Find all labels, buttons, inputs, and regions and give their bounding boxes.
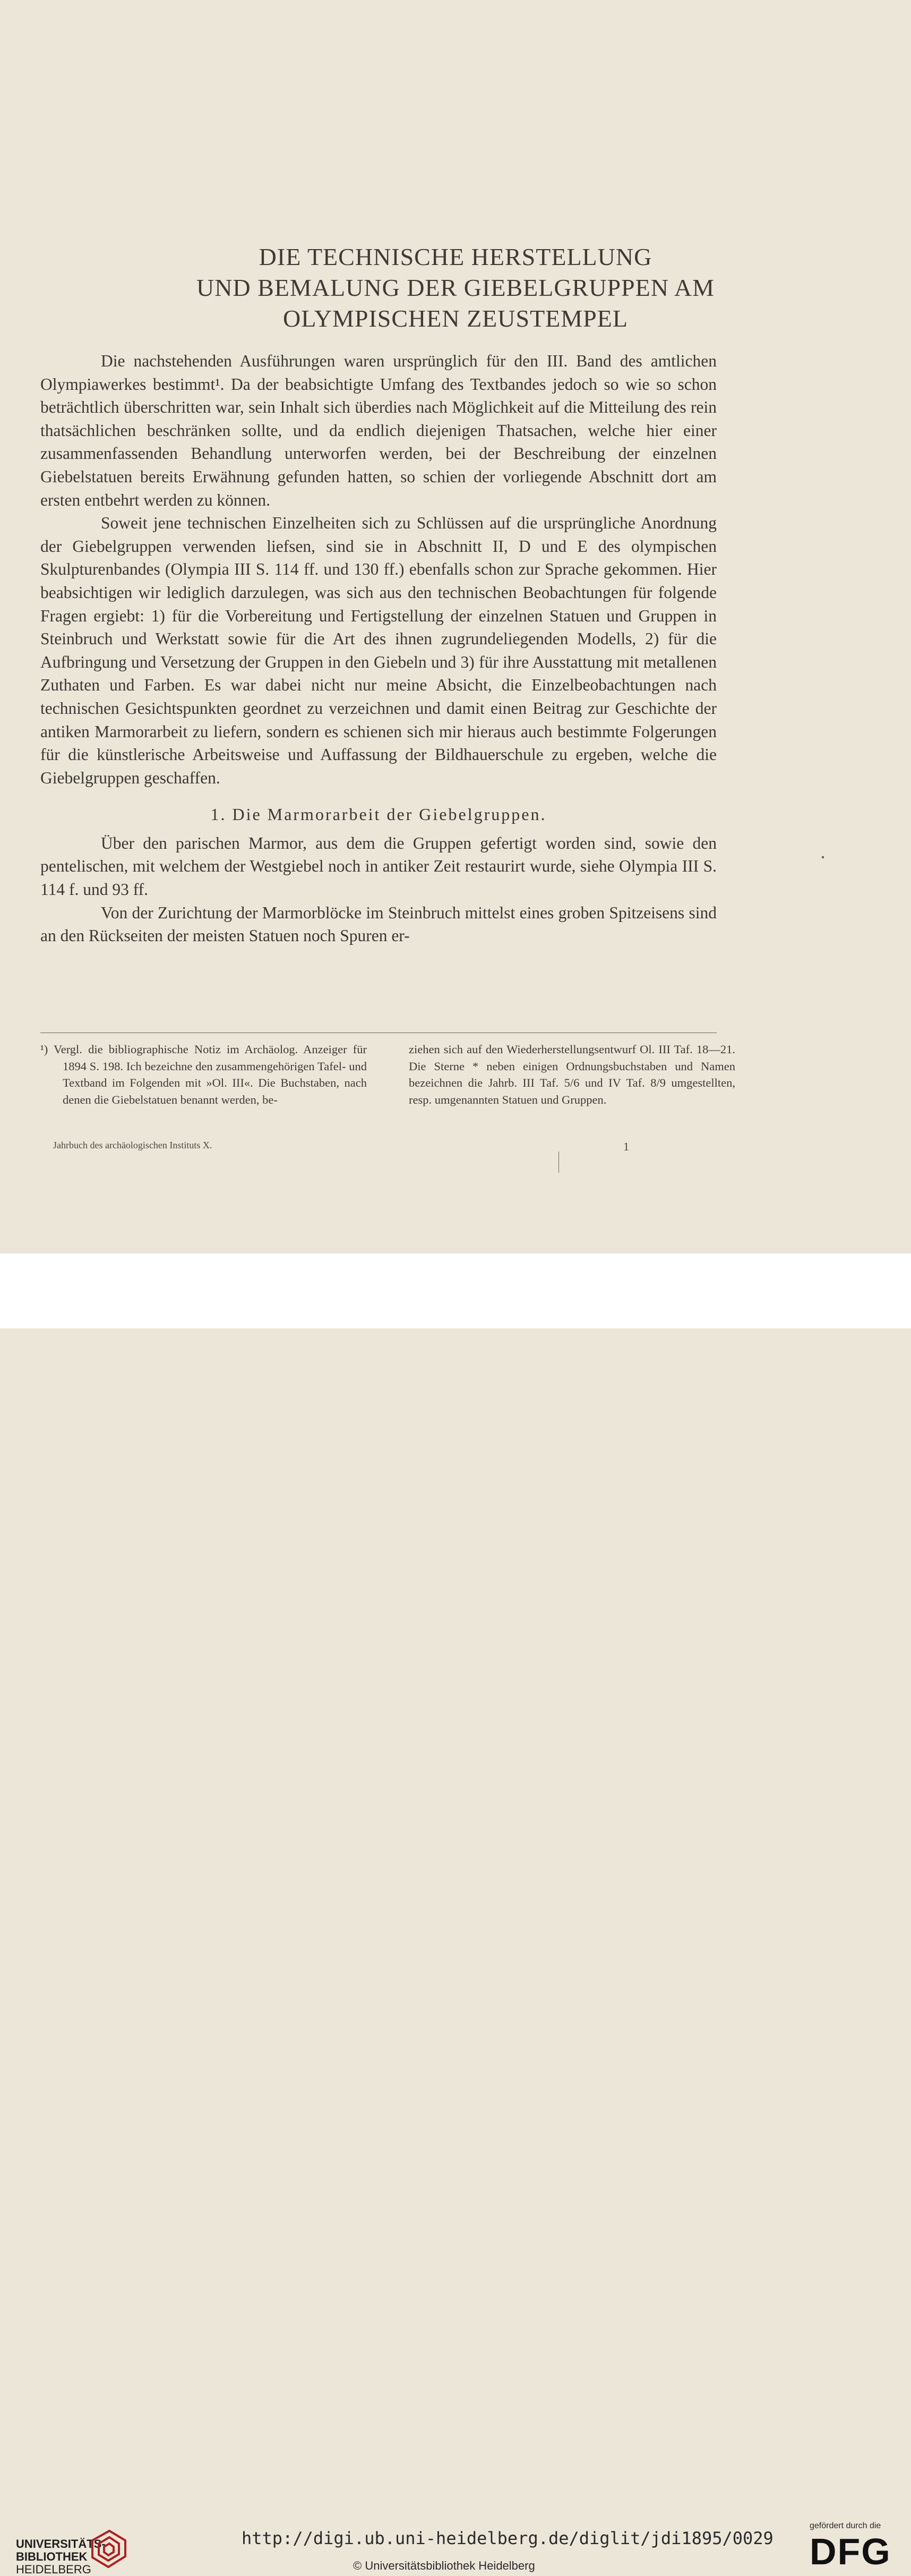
footnote-right-column xyxy=(409,1041,735,1108)
library-mark-icon xyxy=(88,2524,130,2573)
page-title xyxy=(0,242,911,334)
footnote-text-right: ziehen sich auf den Wiederherstellungsentwurf Ol. III Taf. 18—21. Die Sterne * neben einigen Ordnungsbuchstaben und Namen bezeichnen die Jahrb. III Taf. 5/6 und IV Taf. 8/9 umgestellten, resp. umgenannten Statuen und Gruppen. xyxy=(409,1043,735,1106)
library-line-1: UNIVERSITÄTS- xyxy=(16,2537,106,2551)
library-line-3: HEIDELBERG xyxy=(16,2563,91,2576)
paragraph-scope: Soweit jene technischen Einzelheiten sich zu Schlüssen auf die ursprüngliche Anordnung der Giebelgruppen verwenden liefsen, sind sie in Abschnitt II, D und E des olympischen Skulpturenbandes (Olympia III S. 114 ff. und 130 ff.) ebenfalls schon zur Sprache gekommen. Hier beabsichtigen wir lediglich darzulegen, was sich aus den technischen Beobachtungen für folgende Fragen ergiebt: 1) für die Vorbereitung und Fertigstellung der einzelnen Statuen und Gruppen in Steinbruch und Werkstatt sowie für die Art des ihnen zugrundeliegenden Modells, 2) für die Aufbringung und Versetzung der Gruppen in den Giebeln und 3) für ihre Ausstattung mit metallenen Zuthaten und Farben. Es war dabei nicht nur meine Absicht, die Einzelbeobachtungen nach technischen Gesichtspunkten geordnet zu verzeichnen und damit einen Beitrag zur Geschichte der antiken Marmorarbeit zu liefern, sondern es schienen sich mir hieraus auch bestimmte Folgerungen für die künstlerische Arbeitsweise und Auffassung der Bildhauerschule zu ergeben, welche die Giebelgruppen geschaffen. xyxy=(40,514,717,787)
signature-number: 1 xyxy=(623,1140,629,1153)
paragraph-intro: Die nachstehenden Ausführungen waren ursprünglich für den III. Band des amtlichen Olympiawerkes bestimmt¹. Da der beabsichtigte Umfang des Textbandes jedoch so wie so schon beträchtlich überschritten war, sein Inhalt sich überdies nach Möglichkeit auf die Mitteilung des rein thatsächlichen beschränken sollte, und da endlich diejenigen Thatsachen, welche hier einer zusammenfassenden Behandlung unterworfen werden, bei der Beschreibung der einzelnen Giebelstatuen bereits Erwähnung gefunden hatten, so schien der vorliegende Abschnitt dort am ersten entbehrt werden zu können. xyxy=(40,352,717,509)
main-text xyxy=(40,349,717,948)
digitization-footer xyxy=(0,1253,911,2576)
footnote-left-column xyxy=(40,1041,367,1108)
scanned-page xyxy=(0,0,911,1253)
print-mark xyxy=(558,1151,559,1173)
paragraph-quarry: Von der Zurichtung der Marmorblöcke im Steinbruch mittelst eines groben Spitzeisens sind an den Rückseiten der meisten Statuen noch Spuren er- xyxy=(40,903,717,945)
signature-line: Jahrbuch des archäologischen Instituts X. xyxy=(53,1140,212,1150)
footnote-text-left: ¹) Vergl. die bibliographische Notiz im Archäolog. Anzeiger für 1894 S. 198. Ich bezeichne den zusammengehörigen Tafel- und Textband im Folgenden mit »Ol. III«. Die Buchstaben, nach denen die Giebelstatuen benannt werden, be- xyxy=(40,1043,367,1106)
title-line-2: UND BEMALUNG DER GIEBELGRUPPEN AM xyxy=(196,274,715,301)
dfg-logo: DFG xyxy=(810,2531,891,2572)
funding-label: gefördert durch die xyxy=(810,2521,881,2530)
title-line-3: OLYMPISCHEN ZEUSTEMPEL xyxy=(283,305,628,332)
print-speck xyxy=(822,856,824,858)
copyright-notice: © Universitätsbibliothek Heidelberg xyxy=(353,2559,535,2572)
title-line-1: DIE TECHNISCHE HERSTELLUNG xyxy=(259,243,652,270)
section-heading: 1. Die Marmorarbeit der Giebelgruppen. xyxy=(210,805,547,824)
library-line-2: BIBLIOTHEK xyxy=(16,2550,88,2563)
permalink-url[interactable]: http://digi.ub.uni-heidelberg.de/diglit/jdi1895/0029 xyxy=(242,2528,774,2548)
paragraph-marble: Über den parischen Marmor, aus dem die Gruppen gefertigt worden sind, sowie den pentelischen, mit welchem der Westgiebel noch in antiker Zeit restaurirt wurde, siehe Olympia III S. 114 f. und 93 ff. xyxy=(40,833,717,899)
